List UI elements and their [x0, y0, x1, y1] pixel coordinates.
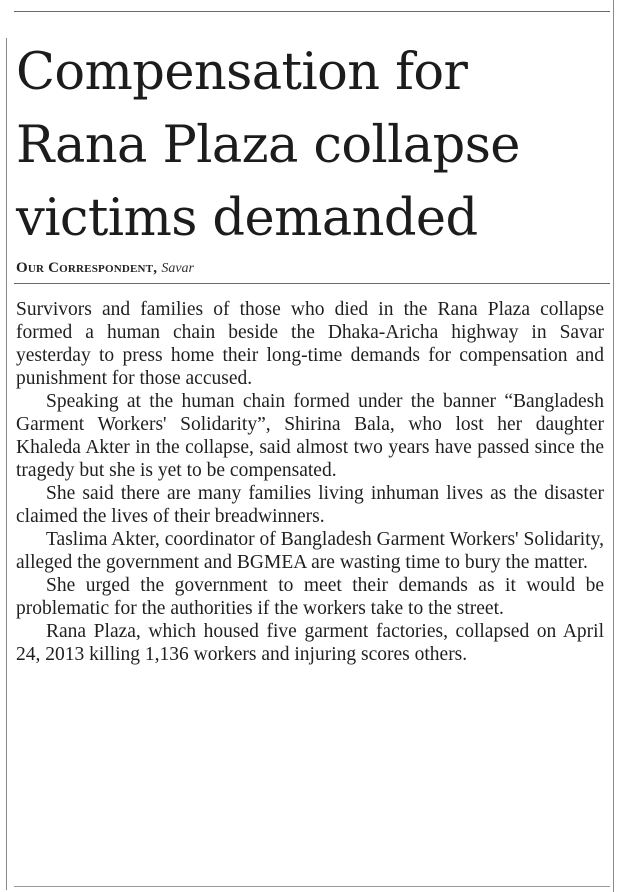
headline-line: Rana Plaza collapse: [16, 116, 520, 175]
bottom-rule: [14, 886, 610, 887]
paragraph: She urged the government to meet their demands as it would be problematic for the authorities if the workers take to the street.: [16, 575, 604, 619]
byline-rule: [14, 283, 610, 284]
headline: [16, 36, 610, 255]
paragraph-lead: Survivors and families of those who died in the Rana Plaza collapse formed a human chain beside the Dhaka-Aricha highway in Savar yesterday to press home their long-time demands for compensation and punishment for those accused.: [16, 299, 604, 389]
byline-author: Our Correspondent,: [16, 260, 158, 276]
top-rule: [14, 11, 610, 12]
paragraph: She said there are many families living inhuman lives as the disaster claimed the lives of their breadwinners.: [16, 483, 604, 527]
left-column-rule: [6, 38, 7, 890]
paragraph: Rana Plaza, which housed five garment factories, collapsed on April 24, 2013 killing 1,136 workers and injuring scores others.: [16, 621, 604, 665]
byline: [16, 258, 610, 279]
byline-location: Savar: [161, 261, 194, 276]
headline-line: victims demanded: [16, 189, 478, 248]
paragraph: Speaking at the human chain formed under the banner “Bangladesh Garment Workers' Solidarity”, Shirina Bala, who lost her daughter Khaleda Akter in the collapse, said almost two years have passed since the tragedy but she is yet to be compensated.: [16, 391, 604, 481]
article-body: [16, 298, 604, 666]
paragraph: Taslima Akter, coordinator of Bangladesh Garment Workers' Solidarity, alleged the government and BGMEA are wasting time to bury the matter.: [16, 529, 604, 573]
right-column-rule: [613, 0, 614, 892]
headline-line: Compensation for: [16, 43, 468, 102]
